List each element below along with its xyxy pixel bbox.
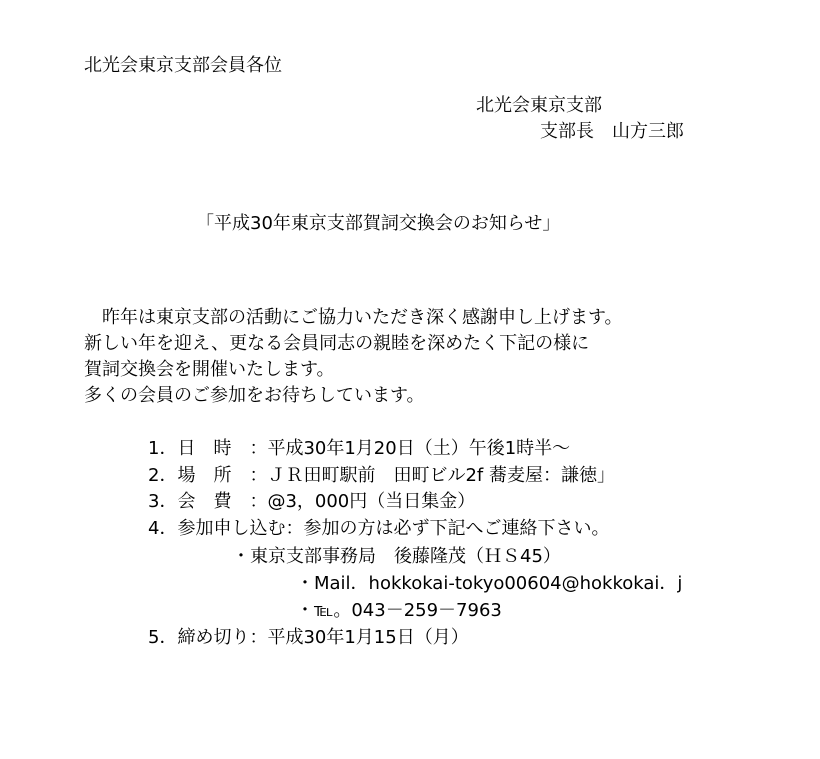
item-date: 1．日 時 ：平成30年1月20日（土）午後1時半～ <box>148 438 571 459</box>
contact-tel: ・℡。043－259－7963 <box>296 600 502 621</box>
item-deadline: 5．締め切り：平成30年1月15日（月） <box>148 627 469 648</box>
addressee: 北光会東京支部会員各位 <box>84 55 282 76</box>
contact-person: ・東京支部事務局 後藤隆茂（ＨＳ45） <box>232 546 561 567</box>
body-paragraph-line: 多くの会員のご参加をお待ちしています。 <box>84 385 425 406</box>
body-paragraph-line: 新しい年を迎え、更なる会員同志の親睦を深めたく下記の様に <box>84 333 590 354</box>
body-paragraph-line: 昨年は東京支部の活動にご協力いただき深く感謝申し上げます。 <box>84 307 623 328</box>
item-registration: 4．参加申し込む：参加の方は必ず下記へご連絡下さい。 <box>148 518 610 539</box>
sender-organization: 北光会東京支部 <box>476 95 602 116</box>
body-paragraph-line: 賀詞交換会を開催いたします。 <box>84 359 335 380</box>
notice-title: 「平成30年東京支部賀詞交換会のお知らせ」 <box>196 213 561 234</box>
item-fee: 3．会 費 ：@3，000円（当日集金） <box>148 491 476 512</box>
item-venue: 2．場 所 ：ＪＲ田町駅前 田町ビル2f 蕎麦屋：謙徳」 <box>148 465 615 486</box>
contact-mail: ・Mail．hokkokai-tokyo00604@hokkokai．j <box>296 573 683 594</box>
sender-name: 支部長 山方三郎 <box>540 121 684 142</box>
